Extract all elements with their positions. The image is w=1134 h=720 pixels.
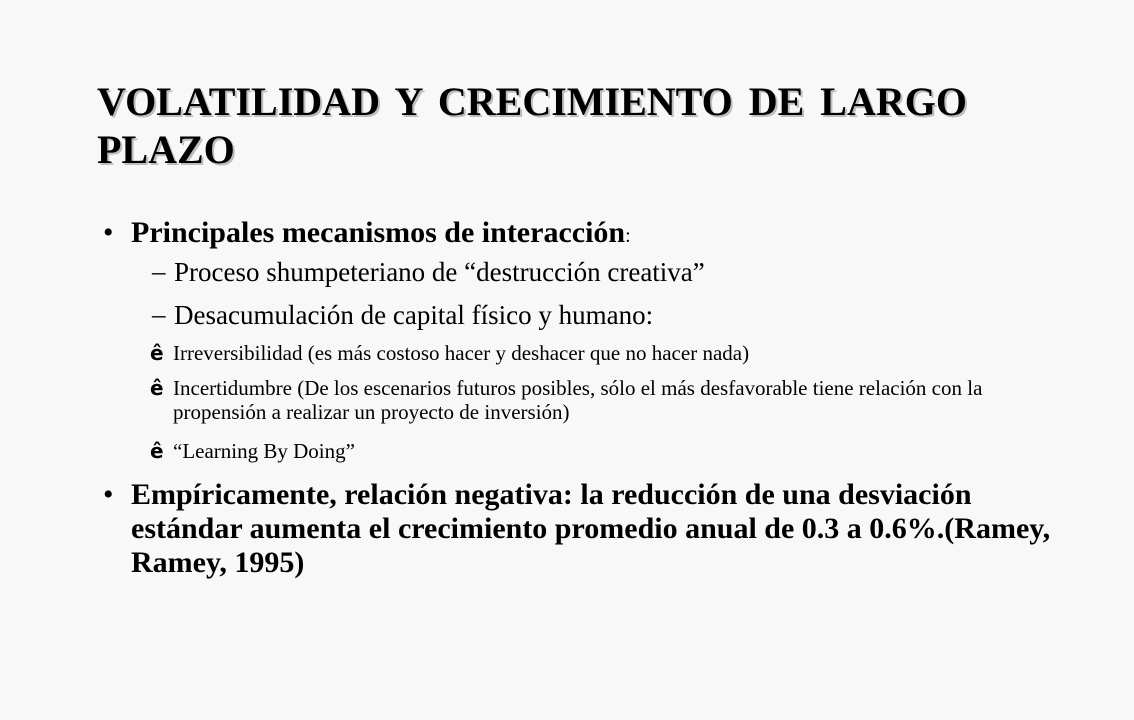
bullet-text: Empíricamente, relación negativa: la reducción de una desviación estándar aumenta el crecimiento promedio anual de 0.3 a 0.6%.(Ramey, Ramey, 1995) — [131, 478, 1051, 579]
arrow-bullet-icon: ê — [150, 341, 164, 365]
bullet-marker: • — [103, 216, 114, 249]
arrow-bullet-icon: ê — [150, 439, 164, 463]
arrow-bullet-icon: ê — [150, 376, 164, 400]
bullet-colon: : — [625, 225, 631, 247]
slide-title: VOLATILIDAD Y CRECIMIENTO DE LARGO PLAZO — [97, 79, 967, 172]
sub-sub-bullet-text: “Learning By Doing” — [173, 439, 355, 463]
sub-bullet-creative-destruction — [174, 256, 1054, 288]
sub-sub-bullet-text: Irreversibilidad (es más costoso hacer y deshacer que no hacer nada) — [173, 341, 750, 365]
bullet-marker: • — [103, 478, 114, 511]
bullet-text: Principales mecanismos de interacción: — [131, 216, 631, 249]
bullet-item-mechanisms — [131, 216, 1061, 253]
sub-bullet-capital — [174, 299, 1054, 331]
sub-sub-bullet-text: Incertidumbre (De los escenarios futuros posibles, sólo el más desfavorable tiene relación con la propensión a realizar un proyecto de inversión) — [173, 376, 983, 424]
sub-sub-bullet-irreversibility — [173, 341, 1033, 365]
sub-bullet-marker: – — [152, 256, 166, 286]
sub-bullet-marker: – — [152, 299, 166, 329]
sub-bullet-text: Desacumulación de capital físico y humano: — [174, 300, 654, 330]
sub-sub-bullet-learning — [173, 439, 1033, 463]
sub-bullet-text: Proceso shumpeteriano de “destrucción creativa” — [174, 257, 705, 287]
bullet-item-empirical — [131, 478, 1061, 580]
sub-sub-bullet-uncertainty — [173, 376, 1033, 424]
